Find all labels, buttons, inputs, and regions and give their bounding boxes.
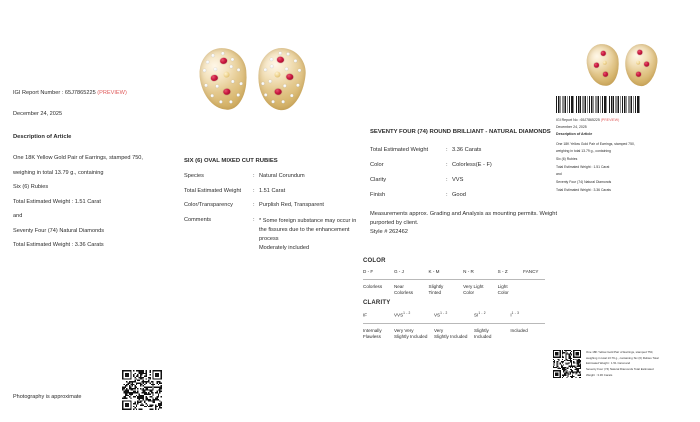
ruby-attribute-value: Natural Corundum bbox=[259, 173, 305, 179]
color-grade-cell: FANCY bbox=[523, 269, 539, 274]
report-date: December 24, 2025 bbox=[13, 111, 63, 117]
mini-description-body bbox=[556, 141, 688, 195]
qr-code-small bbox=[553, 350, 581, 378]
mini-description-line: Total Estimated Weight : 3.36 Carats bbox=[556, 187, 611, 192]
clarity-description-cell: Very Very Slightly Included bbox=[393, 327, 428, 339]
color-grade-cell: D - F bbox=[363, 269, 374, 274]
description-line: Total Estimated Weight : 1.51 Carat bbox=[13, 198, 101, 205]
ruby-gem bbox=[601, 51, 606, 56]
color-description-cell: Slightly Tinted bbox=[428, 284, 444, 296]
description-line: weighing in total 13.79 g., containing bbox=[13, 169, 104, 176]
description-line: Total Estimated Weight : 3.36 Carats bbox=[13, 242, 104, 248]
rubies-comments-key: Comments bbox=[184, 216, 212, 223]
color-scale bbox=[363, 258, 545, 297]
diamond-attribute-key: Color bbox=[370, 161, 384, 168]
ruby-attribute-row bbox=[184, 188, 364, 194]
color-grade-cell: K - M bbox=[428, 269, 440, 274]
colon-separator: : bbox=[446, 161, 448, 168]
ruby-attribute-key: Color/Transparency bbox=[184, 202, 233, 208]
colon-separator: : bbox=[253, 187, 255, 194]
clarity-grade-cell: SI$^{1 - 2}$ bbox=[474, 311, 486, 318]
mini-description-line: weighing in total 13.79 g., containing bbox=[556, 149, 611, 154]
colon-separator: : bbox=[253, 216, 255, 223]
clarity-grade-row bbox=[363, 311, 545, 323]
mini-qr-block bbox=[553, 350, 693, 378]
diamond-attribute-row bbox=[370, 177, 560, 183]
diamond-attribute-value: Good bbox=[452, 191, 466, 198]
preview-badge: (PREVIEW) bbox=[97, 90, 127, 96]
color-description-cell bbox=[523, 284, 545, 296]
report-number-line bbox=[13, 90, 178, 96]
rubies-section bbox=[184, 158, 364, 262]
diamond-attribute-row bbox=[370, 147, 560, 153]
color-description-cell: Light Color bbox=[497, 284, 509, 296]
earring-right bbox=[255, 46, 308, 113]
mini-description-line: One 18K Yellow Gold Pair of Earrings, stamped 750, bbox=[556, 141, 635, 146]
mini-caption-line: Weight : 3.36 Carats bbox=[586, 372, 613, 377]
mini-earring-right bbox=[623, 42, 659, 87]
clarity-description-row bbox=[363, 328, 545, 340]
divider bbox=[363, 323, 545, 324]
ruby-gem bbox=[644, 61, 649, 66]
diamond-attribute-row bbox=[370, 192, 560, 198]
diamonds-rows bbox=[370, 147, 560, 198]
clarity-scale-grid bbox=[363, 311, 545, 340]
ruby-attribute-row bbox=[184, 202, 364, 208]
rubies-comments-value bbox=[259, 217, 364, 254]
clarity-grade-cell: IF bbox=[363, 312, 368, 318]
colon-separator: : bbox=[253, 202, 255, 208]
diamond-attribute-row bbox=[370, 162, 560, 168]
diamond-attribute-key: Total Estimated Weight bbox=[370, 146, 429, 153]
ruby-gem bbox=[603, 72, 608, 77]
mini-date: December 24, 2025 bbox=[556, 124, 587, 129]
diamonds-note bbox=[370, 210, 560, 238]
mini-certificate-card bbox=[556, 42, 688, 194]
ruby-attribute-key: Total Estimated Weight bbox=[184, 187, 242, 194]
mini-description-line: and bbox=[556, 172, 562, 177]
ruby-attribute-key: Species bbox=[184, 173, 204, 179]
color-description-cell: Near Colorless bbox=[393, 284, 414, 296]
barcode bbox=[556, 96, 642, 113]
report-number-text: IGI Report Number : 65J7865225 bbox=[13, 90, 96, 96]
mini-description-heading: Description of Article bbox=[556, 131, 593, 136]
color-grade-cell: N - R bbox=[463, 269, 474, 274]
mini-preview-badge: (PREVIEW) bbox=[600, 118, 620, 122]
diamonds-title: SEVENTY FOUR (74) ROUND BRILLIANT - NATURAL DIAMONDS bbox=[370, 129, 551, 135]
clarity-description-cell: Included bbox=[510, 327, 528, 333]
earring-gold-body bbox=[197, 46, 250, 113]
earring-left bbox=[197, 46, 250, 113]
earrings-photo bbox=[196, 42, 314, 118]
ruby-attribute-value: 1.51 Carat bbox=[259, 187, 286, 194]
color-description-cell: Very Light Color bbox=[463, 284, 484, 296]
diamonds-section bbox=[370, 128, 560, 238]
qr-code-main bbox=[122, 370, 162, 410]
mini-description-line: Total Estimated Weight : 1.51 Carat bbox=[556, 164, 610, 169]
diamond-attribute-value: 3.36 Carats bbox=[452, 146, 482, 153]
rubies-comments-row bbox=[184, 217, 364, 254]
description-heading: Description of Article bbox=[13, 134, 72, 140]
ruby-comment-line: Moderately included bbox=[259, 245, 310, 252]
diamond-note-line: Style # 262462 bbox=[370, 229, 408, 236]
mini-qr-caption bbox=[586, 350, 659, 378]
description-body bbox=[13, 155, 178, 248]
mini-description-line: Seventy Four (74) Natural Diamonds bbox=[556, 179, 612, 184]
diamond-note-line: Measurements approx. Grading and Analysis as mounting permits. Weight purported by client. bbox=[370, 210, 558, 227]
mini-earring-left bbox=[585, 42, 621, 87]
color-grade-cell: G - J bbox=[393, 269, 404, 274]
mini-caption-line: weighing in total 13.79 g., containing Six (6) Rubies Total bbox=[586, 355, 659, 360]
divider bbox=[363, 279, 545, 280]
mini-report-number: IGI Report No : 65J7865225 bbox=[556, 118, 600, 122]
left-column bbox=[13, 90, 178, 257]
mini-earrings-photo bbox=[579, 42, 665, 88]
ruby-attribute-value: Purplish Red, Transparent bbox=[259, 202, 324, 208]
ruby-comment-line: * Some foreign substance may occur in the fissures due to the enhancement process bbox=[259, 217, 357, 242]
ruby-gem bbox=[636, 72, 641, 77]
clarity-grade-cell: VVS$^{1 - 2}$ bbox=[393, 311, 411, 318]
rubies-title: SIX (6) OVAL MIXED CUT RUBIES bbox=[184, 158, 278, 164]
diamond-attribute-key: Clarity bbox=[370, 176, 387, 183]
clarity-grade-cell: $I^{1 - 3}$ bbox=[510, 311, 520, 318]
clarity-grade-cell: VS$^{1 - 2}$ bbox=[433, 311, 448, 318]
earring-gold-body bbox=[585, 42, 621, 87]
rubies-rows bbox=[184, 173, 364, 208]
clarity-description-cell: Slightly Included bbox=[474, 327, 492, 339]
colon-separator: : bbox=[253, 173, 255, 179]
mini-caption-line: One 18K Yellow Gold Pair of Earrings, stamped 750, bbox=[586, 350, 654, 354]
clarity-description-cell: Internally Flawless bbox=[363, 327, 382, 339]
mini-report-line bbox=[556, 117, 688, 124]
colon-separator: : bbox=[446, 191, 448, 198]
ruby-gem bbox=[594, 62, 599, 67]
mini-caption-line: Estimated Weight : 1.51 Carat and bbox=[586, 361, 631, 366]
description-line: Six (6) Rubies bbox=[13, 184, 49, 190]
color-scale-grid bbox=[363, 269, 545, 297]
description-line: Seventy Four (74) Natural Diamonds bbox=[13, 227, 105, 234]
ruby-gem bbox=[637, 50, 642, 55]
mini-description-line: Six (6) Rubies bbox=[556, 156, 578, 161]
colon-separator: : bbox=[446, 176, 448, 183]
description-line: One 18K Yellow Gold Pair of Earrings, stamped 750, bbox=[13, 155, 143, 161]
color-grade-cell: S - Z bbox=[497, 269, 508, 274]
clarity-description-cell: Very Slightly Included bbox=[433, 327, 468, 339]
description-line: and bbox=[13, 213, 23, 219]
ruby-attribute-row bbox=[184, 173, 364, 179]
clarity-scale-title: CLARITY bbox=[363, 300, 391, 306]
diamond-attribute-value: Colorless(E - F) bbox=[452, 161, 492, 168]
color-description-cell: Colorless bbox=[363, 284, 383, 290]
mini-caption-line: Seventy Four (74) Natural Diamonds Total Estimated bbox=[586, 366, 654, 371]
diamond-attribute-value: VVS bbox=[452, 176, 464, 183]
color-grade-row bbox=[363, 269, 545, 279]
clarity-scale bbox=[363, 300, 545, 340]
colon-separator: : bbox=[446, 146, 448, 153]
color-description-row bbox=[363, 284, 545, 296]
diamond-attribute-key: Finish bbox=[370, 191, 386, 198]
photography-note: Photography is approximate bbox=[13, 394, 82, 400]
color-scale-title: COLOR bbox=[363, 258, 386, 264]
